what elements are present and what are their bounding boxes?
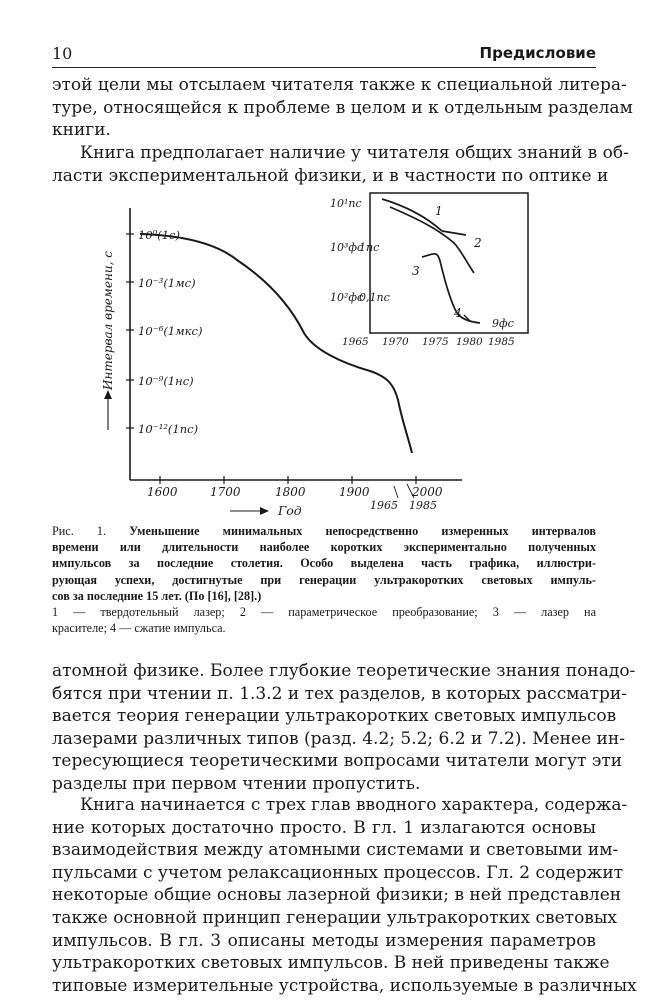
- caption-line: времени или длительности наиболее коротких экспериментально полученных: [52, 540, 596, 555]
- inset-x-label: 1980: [456, 336, 483, 348]
- inset-y-label-right: 1пс: [359, 241, 380, 254]
- main-curve: [140, 234, 412, 453]
- x-axis-arrow: [230, 507, 269, 515]
- page-header: [52, 44, 596, 66]
- x-tick-label: 2000: [412, 485, 443, 499]
- text-line: туре, относящейся к проблеме в целом и к отдельным разделам: [52, 97, 633, 118]
- figure-caption: [52, 523, 596, 636]
- y-tick-label: 10⁻¹²(1пс): [138, 422, 199, 436]
- x-tick-label: 1600: [147, 485, 178, 499]
- text-line: ультракоротких световых импульсов. В ней приведены также: [52, 953, 610, 974]
- text-line: Книга предполагает наличие у читателя общих знаний в об-: [80, 143, 629, 163]
- header-rule: [52, 67, 596, 68]
- x-axis-label: Год: [278, 503, 302, 518]
- text-line: тересующиеся теоретическими вопросами читатели могут эти: [52, 751, 623, 772]
- inset-frame: [370, 193, 528, 333]
- y-axis-label: Интервал времени, с: [101, 251, 115, 390]
- x-extra-label: 1985: [409, 499, 437, 512]
- x-tick-label: 1800: [275, 485, 306, 499]
- curve-label-4: 4: [454, 306, 462, 320]
- y-axis-arrow: [104, 390, 112, 430]
- text-line: ние которых достаточно просто. В гл. 1 излагаются основы: [52, 817, 596, 838]
- inset-x-label: 1970: [382, 336, 409, 348]
- inset-curve-1: [382, 199, 442, 231]
- inset-curve-3: [422, 254, 480, 323]
- curve-label-2: 2: [474, 236, 482, 250]
- text-line: пульсами с учетом релаксационных процессов. Гл. 2 содержит: [52, 862, 624, 883]
- text-line: книги.: [52, 120, 111, 141]
- y-tick-label: 10⁰(1с): [138, 228, 180, 242]
- paragraph-2: [52, 142, 629, 187]
- inset-curve-1b: [442, 231, 466, 235]
- text-line: вается теория генерации ультракоротких световых импульсов: [52, 706, 617, 727]
- inset-x-label: 1985: [488, 336, 515, 348]
- text-line: лазерами различных типов (разд. 4.2; 5.2; 6.2 и 7.2). Менее ин-: [52, 728, 625, 749]
- inset-x-label: 1965: [342, 336, 369, 348]
- inset-y-label: 10²фс: [330, 291, 364, 304]
- caption-legend-line: 1 — твердотельный лазер; 2 — параметрическое преобразование; 3 — лазер на: [52, 605, 596, 620]
- text-line: некоторые общие основы лазерной физики; в ней представлен: [52, 885, 622, 906]
- text-line: Книга начинается с трех глав вводного характера, содержа-: [80, 795, 628, 815]
- page-number: 10: [52, 44, 73, 63]
- caption-line: рующая успехи, достигнутые при генерации ультракоротких световых импуль-: [52, 572, 596, 587]
- inset-x-label: 1975: [422, 336, 449, 348]
- inset-y-label: 10¹пс: [330, 197, 362, 210]
- caption-fig-label: Рис. 1.: [52, 524, 107, 538]
- caption-text: Уменьшение минимальных непосредственно измеренных интервалов: [129, 524, 596, 538]
- y-tick-label: 10⁻⁶(1мкс): [138, 324, 203, 338]
- paragraph-4: [52, 794, 637, 997]
- text-line: импульсов. В гл. 3 описаны методы измерения параметров: [52, 930, 596, 951]
- text-line: атомной физике. Более глубокие теоретические знания понадо-: [52, 661, 636, 681]
- caption-line: сов за последние 15 лет. (По [16], [28].): [52, 588, 262, 603]
- text-line: этой цели мы отсылаем читателя также к специальной литера-: [52, 75, 627, 95]
- text-line: ласти экспериментальной физики, и в частности по оптике и: [52, 165, 609, 186]
- running-title: Предисловие: [479, 44, 596, 62]
- curve-label-1: 1: [435, 204, 443, 218]
- inset-curve-2: [390, 207, 474, 273]
- curve-label-3: 3: [412, 264, 420, 278]
- text-line: бятся при чтении п. 1.3.2 и тех разделов, в которых рассматри-: [52, 683, 627, 704]
- caption-line: [52, 523, 596, 539]
- x-tick-label: 1700: [210, 485, 241, 499]
- text-line: разделы при первом чтении пропустить.: [52, 773, 421, 794]
- x-extra-leader: [394, 486, 398, 498]
- caption-line: импульсов за последние столетия. Особо выделена часть графика, иллюстри-: [52, 556, 596, 571]
- text-line: типовые измерительные устройства, используемые в различных: [52, 975, 637, 996]
- x-extra-label: 1965: [370, 499, 398, 512]
- inset-y-label: 10³фс: [330, 241, 364, 254]
- y-tick-label: 10⁻⁹(1нс): [138, 374, 194, 388]
- y-tick-label: 10⁻³(1мс): [138, 276, 196, 290]
- x-tick-label: 1900: [339, 485, 370, 499]
- caption-legend-line: красителе; 4 — сжатие импульса.: [52, 621, 226, 636]
- figure-chart: [52, 185, 596, 520]
- figure-1: [52, 185, 596, 520]
- paragraph-1: [52, 74, 633, 142]
- text-line: также основной принцип генерации ультракоротких световых: [52, 907, 617, 928]
- paragraph-3: [52, 660, 636, 796]
- inset-end-label: 9фс: [492, 317, 514, 330]
- inset-y-label-right: 0,1пс: [359, 291, 390, 304]
- text-line: взаимодействия между атомными системами и световыми им-: [52, 840, 619, 861]
